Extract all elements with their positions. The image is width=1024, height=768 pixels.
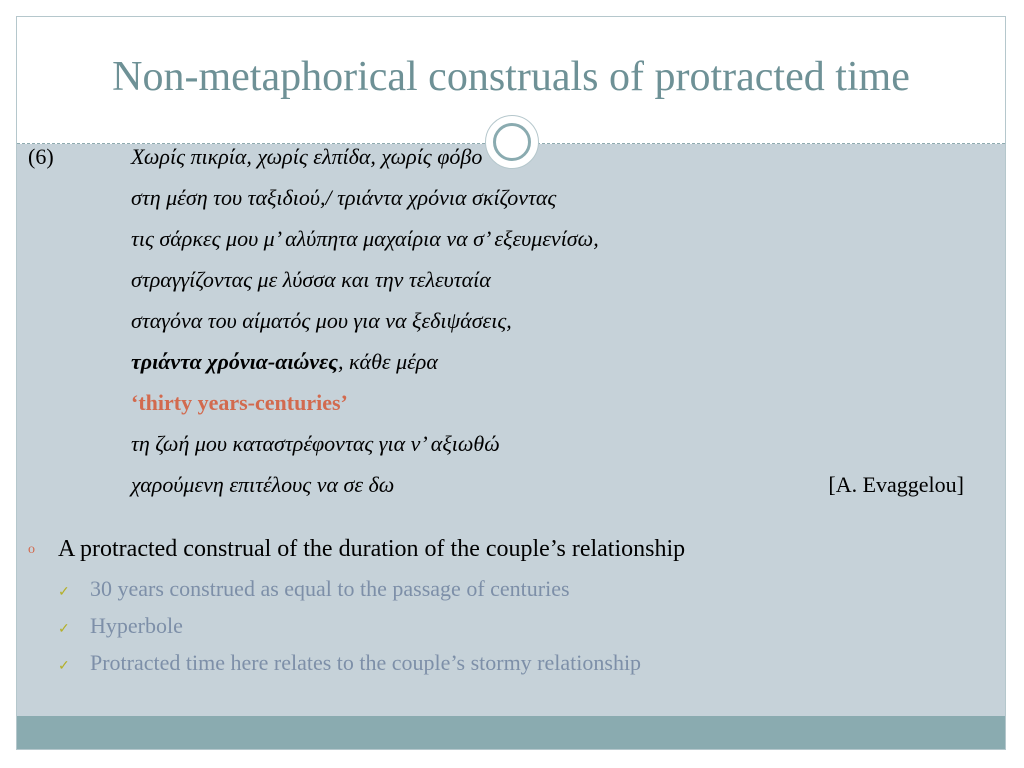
sub-bullet-2 — [58, 613, 641, 650]
sub-bullet-list — [58, 576, 641, 687]
poem-line-8: τη ζωή μου καταστρέφοντας για ν’ αξιωθώ — [131, 431, 500, 456]
poem-line-1: Χωρίς πικρία, χωρίς ελπίδα, χωρίς φόβο — [131, 144, 483, 169]
main-bullet — [28, 536, 685, 563]
footer-band — [17, 716, 1005, 750]
sub-bullet-text: 30 years construed as equal to the passage of centuries — [90, 576, 570, 601]
poem-source: [A. Evaggelou] — [828, 472, 964, 497]
sub-bullet-text: Protracted time here relates to the couple’s stormy relationship — [90, 650, 642, 675]
circle-bullet-icon: o — [28, 542, 35, 558]
poem-line-6 — [131, 349, 951, 390]
poem-line-6-emphasis: τριάντα χρόνια-αιώνες — [131, 349, 338, 374]
check-icon: ✓ — [58, 622, 70, 637]
slide-title: Non-metaphorical construals of protracted time — [112, 54, 910, 100]
example-number: (6) — [28, 144, 54, 169]
sub-bullet-text: Hyperbole — [90, 613, 183, 638]
poem-line-6-rest: , κάθε μέρα — [338, 349, 438, 374]
sub-bullet-3 — [58, 650, 641, 687]
poem-line-5: σταγόνα του αίματός μου για να ξεδιψάσεις, — [131, 308, 512, 333]
check-icon: ✓ — [58, 659, 70, 674]
poem-block — [131, 144, 951, 513]
poem-line-4: στραγγίζοντας με λύσσα και την τελευταία — [131, 267, 491, 292]
poem-line-3: τις σάρκες μου μ’ αλύπητα μαχαίρια να σ’ εξευμενίσω, — [131, 226, 599, 251]
sub-bullet-1 — [58, 576, 641, 613]
poem-line-9: χαρούμενη επιτέλους να σε δω — [131, 472, 395, 497]
main-bullet-text: A protracted construal of the duration of the couple’s relationship — [58, 536, 686, 562]
poem-line-2: στη μέση του ταξιδιού,/ τριάντα χρόνια σκίζοντας — [131, 185, 557, 210]
check-icon: ✓ — [58, 585, 70, 600]
poem-gloss: ‘thirty years-centuries’ — [131, 390, 348, 415]
